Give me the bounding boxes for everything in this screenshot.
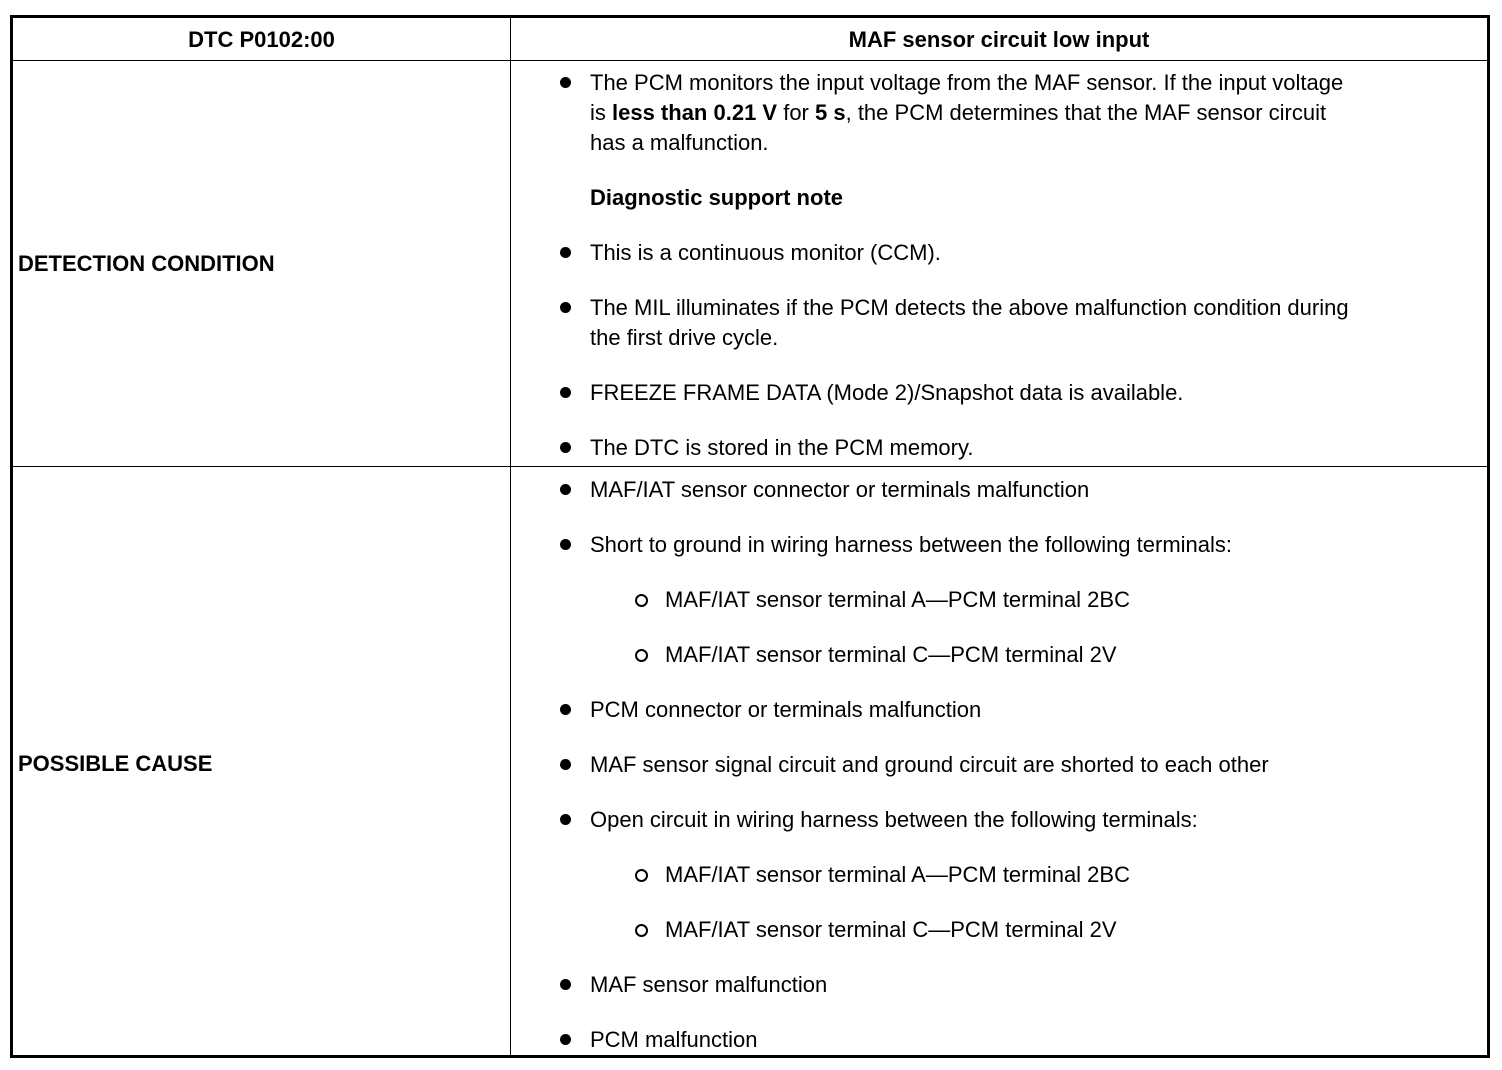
detection-condition-label: DETECTION CONDITION — [18, 251, 275, 276]
list-item: PCM malfunction — [590, 1027, 758, 1052]
sub-list-item: MAF/IAT sensor terminal A—PCM terminal 2BC — [665, 587, 1130, 612]
detection-para-line: is less than 0.21 V for 5 s, the PCM determines that the MAF sensor circuit — [590, 100, 1327, 125]
bullet-icon — [560, 704, 571, 715]
bullet-icon — [560, 814, 571, 825]
sub-list-item: MAF/IAT sensor terminal C—PCM terminal 2V — [665, 642, 1117, 667]
sub-bullet-icon — [635, 869, 648, 882]
bullet-icon — [560, 759, 571, 770]
sub-list-item: MAF/IAT sensor terminal C—PCM terminal 2V — [665, 917, 1117, 942]
bullet-icon — [560, 979, 571, 990]
detection-para-line: The PCM monitors the input voltage from the MAF sensor. If the input voltage — [590, 70, 1344, 95]
list-item: This is a continuous monitor (CCM). — [590, 240, 941, 265]
dtc-table — [10, 15, 1490, 1058]
list-item: MAF sensor signal circuit and ground circuit are shorted to each other — [590, 752, 1269, 777]
list-item: the first drive cycle. — [590, 325, 779, 350]
sub-bullet-icon — [635, 924, 648, 937]
list-item: The MIL illuminates if the PCM detects the above malfunction condition during — [590, 295, 1349, 320]
bullet-icon — [560, 539, 571, 550]
diagnostic-support-note-heading: Diagnostic support note — [590, 185, 843, 210]
dtc-description-header: MAF sensor circuit low input — [848, 26, 1150, 52]
possible-cause-content — [13, 18, 1487, 1055]
bullet-icon — [560, 1034, 571, 1045]
list-item: The DTC is stored in the PCM memory. — [590, 435, 974, 460]
sub-list-item: MAF/IAT sensor terminal A—PCM terminal 2BC — [665, 862, 1130, 887]
detection-para-line: has a malfunction. — [590, 130, 769, 155]
list-item: MAF/IAT sensor connector or terminals malfunction — [590, 477, 1090, 502]
sub-bullet-icon — [635, 594, 648, 607]
possible-cause-label: POSSIBLE CAUSE — [18, 751, 213, 776]
list-item: Open circuit in wiring harness between the following terminals: — [590, 807, 1198, 832]
list-item: Short to ground in wiring harness between the following terminals: — [590, 532, 1233, 557]
bullet-icon — [560, 484, 571, 495]
list-item: PCM connector or terminals malfunction — [590, 697, 982, 722]
sub-bullet-icon — [635, 649, 648, 662]
list-item: MAF sensor malfunction — [590, 972, 828, 997]
dtc-code-header: DTC P0102:00 — [188, 26, 335, 52]
list-item: FREEZE FRAME DATA (Mode 2)/Snapshot data is available. — [590, 380, 1184, 405]
